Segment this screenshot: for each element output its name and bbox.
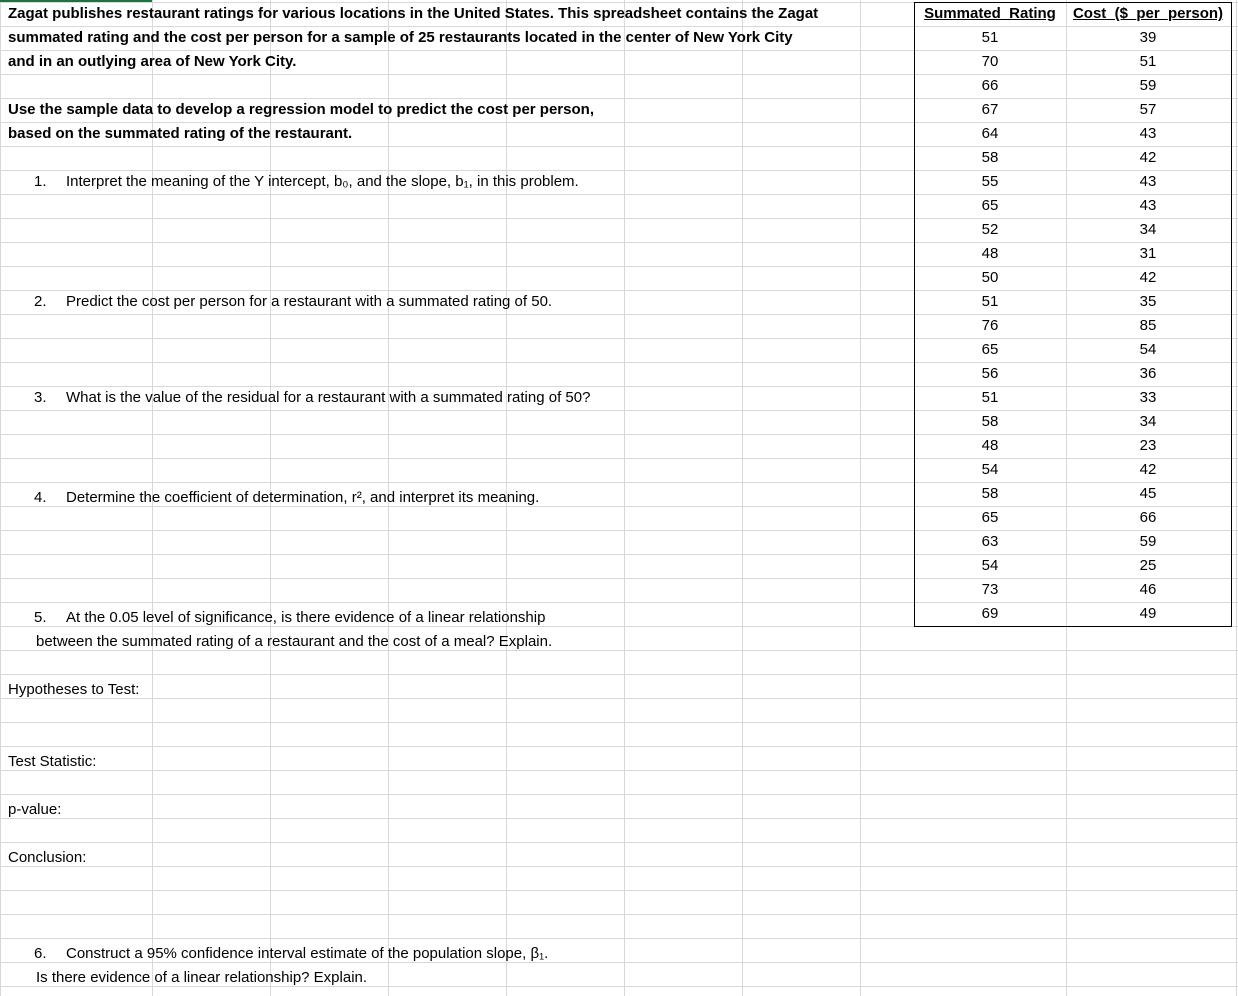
question-6-text-1: Construct a 95% confidence interval estimate of the population slope, β₁. xyxy=(66,945,549,962)
cell-summated-rating[interactable]: 67 xyxy=(981,101,999,118)
cell-cost-per-person[interactable]: 43 xyxy=(1139,197,1157,214)
cell-cost-per-person[interactable]: 42 xyxy=(1139,149,1157,166)
cell-summated-rating[interactable]: 54 xyxy=(981,557,999,574)
cell-summated-rating[interactable]: 51 xyxy=(981,293,999,310)
cell-summated-rating[interactable]: 52 xyxy=(981,221,999,238)
cell-summated-rating[interactable]: 51 xyxy=(981,389,999,406)
cell-summated-rating[interactable]: 65 xyxy=(981,341,999,358)
cell-summated-rating[interactable]: 65 xyxy=(981,509,999,526)
active-cell-indicator xyxy=(0,0,152,2)
test-statistic-label: Test Statistic: xyxy=(8,753,97,770)
hypotheses-label: Hypotheses to Test: xyxy=(8,681,140,698)
question-3-number: 3. xyxy=(34,389,47,406)
cell-cost-per-person[interactable]: 35 xyxy=(1139,293,1157,310)
question-1-number: 1. xyxy=(34,173,47,190)
cell-summated-rating[interactable]: 50 xyxy=(981,269,999,286)
question-4-text: Determine the coefficient of determination, r², and interpret its meaning. xyxy=(66,489,540,506)
cell-cost-per-person[interactable]: 43 xyxy=(1139,125,1157,142)
cell-cost-per-person[interactable]: 85 xyxy=(1139,317,1157,334)
cell-cost-per-person[interactable]: 51 xyxy=(1139,53,1157,70)
cell-cost-per-person[interactable]: 49 xyxy=(1139,605,1157,622)
question-5-text-1: At the 0.05 level of significance, is there evidence of a linear relationship xyxy=(66,609,546,626)
cell-summated-rating[interactable]: 64 xyxy=(981,125,999,142)
question-3-text: What is the value of the residual for a restaurant with a summated rating of 50? xyxy=(66,389,591,406)
intro-line-2: summated rating and the cost per person for a sample of 25 restaurants located in the center of New York City xyxy=(8,29,793,46)
question-5-text-2: between the summated rating of a restaurant and the cost of a meal? Explain. xyxy=(36,633,553,650)
cell-summated-rating[interactable]: 73 xyxy=(981,581,999,598)
question-4-number: 4. xyxy=(34,489,47,506)
header-cost-per-person[interactable]: Cost_($_per_person) xyxy=(1072,5,1224,22)
cell-summated-rating[interactable]: 66 xyxy=(981,77,999,94)
cell-cost-per-person[interactable]: 43 xyxy=(1139,173,1157,190)
cell-summated-rating[interactable]: 51 xyxy=(981,29,999,46)
cell-cost-per-person[interactable]: 34 xyxy=(1139,221,1157,238)
cell-summated-rating[interactable]: 70 xyxy=(981,53,999,70)
question-2-number: 2. xyxy=(34,293,47,310)
question-6-text-2: Is there evidence of a linear relationship? Explain. xyxy=(36,969,368,986)
cell-cost-per-person[interactable]: 36 xyxy=(1139,365,1157,382)
question-1-text: Interpret the meaning of the Y intercept, b₀, and the slope, b₁, in this problem. xyxy=(66,173,579,190)
cell-summated-rating[interactable]: 54 xyxy=(981,461,999,478)
cell-summated-rating[interactable]: 55 xyxy=(981,173,999,190)
cell-cost-per-person[interactable]: 23 xyxy=(1139,437,1157,454)
cell-cost-per-person[interactable]: 46 xyxy=(1139,581,1157,598)
question-5-number: 5. xyxy=(34,609,47,626)
task-line-2: based on the summated rating of the restaurant. xyxy=(8,125,353,142)
cell-summated-rating[interactable]: 48 xyxy=(981,245,999,262)
cell-summated-rating[interactable]: 56 xyxy=(981,365,999,382)
cell-cost-per-person[interactable]: 59 xyxy=(1139,77,1157,94)
cell-cost-per-person[interactable]: 66 xyxy=(1139,509,1157,526)
conclusion-label: Conclusion: xyxy=(8,849,87,866)
cell-cost-per-person[interactable]: 45 xyxy=(1139,485,1157,502)
cell-cost-per-person[interactable]: 57 xyxy=(1139,101,1157,118)
cell-summated-rating[interactable]: 58 xyxy=(981,413,999,430)
cell-cost-per-person[interactable]: 54 xyxy=(1139,341,1157,358)
cell-summated-rating[interactable]: 65 xyxy=(981,197,999,214)
cell-cost-per-person[interactable]: 34 xyxy=(1139,413,1157,430)
cell-cost-per-person[interactable]: 33 xyxy=(1139,389,1157,406)
cell-summated-rating[interactable]: 48 xyxy=(981,437,999,454)
question-6-number: 6. xyxy=(34,945,47,962)
cell-cost-per-person[interactable]: 42 xyxy=(1139,461,1157,478)
cell-summated-rating[interactable]: 63 xyxy=(981,533,999,550)
question-2-text: Predict the cost per person for a restaurant with a summated rating of 50. xyxy=(66,293,553,310)
cell-summated-rating[interactable]: 69 xyxy=(981,605,999,622)
cell-cost-per-person[interactable]: 31 xyxy=(1139,245,1157,262)
cell-cost-per-person[interactable]: 25 xyxy=(1139,557,1157,574)
cell-cost-per-person[interactable]: 59 xyxy=(1139,533,1157,550)
intro-line-1: Zagat publishes restaurant ratings for various locations in the United States. This spreadsheet contains the Zagat xyxy=(8,5,819,22)
p-value-label: p-value: xyxy=(8,801,62,818)
task-line-1: Use the sample data to develop a regression model to predict the cost per person, xyxy=(8,101,594,118)
cell-cost-per-person[interactable]: 39 xyxy=(1139,29,1157,46)
header-summated-rating[interactable]: Summated_Rating xyxy=(924,5,1056,22)
cell-summated-rating[interactable]: 76 xyxy=(981,317,999,334)
intro-line-3: and in an outlying area of New York City. xyxy=(8,53,297,70)
cell-summated-rating[interactable]: 58 xyxy=(981,149,999,166)
cell-summated-rating[interactable]: 58 xyxy=(981,485,999,502)
cell-cost-per-person[interactable]: 42 xyxy=(1139,269,1157,286)
